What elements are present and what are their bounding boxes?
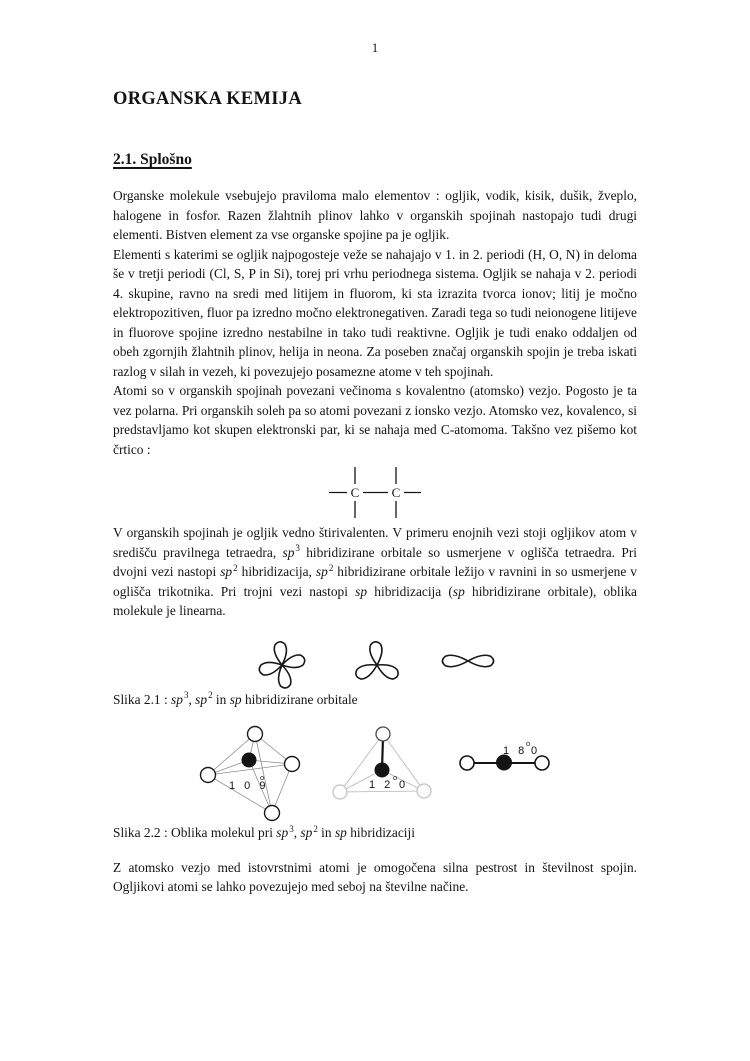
triangle-angle-label: 1 2 bbox=[369, 779, 394, 791]
tetrahedron-edges bbox=[208, 734, 292, 813]
paragraph-2: Elementi s katerimi se ogljik najpogosteje veže se nahajajo v 1. in 2. periodi (H, O, N) in deloma še v tretji periodi (Cl, S, P in Si), torej pri vrhu periodnega sistema. Ogljik se nahaja v 2. periodi 4. skupine, ravno na sredi med litijem in fluorom, ki sta izrazita tvorca ionov; litij je močno elektropozitiven, fluor pa izredno močno elektronegativen. Zaradi tega so tudi neionogene litijeve in fluorove spojine izredno nestabilne in tako tudi reaktivne. Ogljik je tudi enako oddaljen od obeh zgornjih žlahtnih plinov, helija in neona. Za poseben značaj organskih spojin je treba iskati razlog v silah in vezeh, ki povezujejo posamezne atome v teh spojinah. bbox=[113, 246, 637, 379]
tetrahedron-vertex-atom bbox=[248, 727, 263, 742]
text-column bbox=[113, 0, 637, 897]
linear-angle-label-suffix: 0 bbox=[531, 745, 541, 757]
sp2-orbital-icon bbox=[354, 641, 401, 681]
triangle-vertex-atom bbox=[376, 727, 390, 741]
linear-angle-label: 1 8 bbox=[503, 745, 528, 757]
triangle-vertex-atom bbox=[333, 785, 347, 799]
linear-angle-degree: o bbox=[526, 739, 531, 748]
tetrahedron-vertex-atom bbox=[285, 757, 300, 772]
figure-2-2-caption: Slika 2.2 : Oblika molekul pri $sp^3$, $sp^2$ in sp hibridizaciji bbox=[113, 823, 415, 840]
paragraph-3: Atomi so v organskih spojinah povezani večinoma s kovalentno (atomsko) vezjo. Pogosto je ta vez polarna. Pri organskih soleh pa so atomi povezani z ionsko vezjo. Atomsko vez, kovalenco, si predstavljamo kot skupen elektronski par, ki se nahaja med C-atomoma. Takšno vez pišemo kot črtico : bbox=[113, 383, 637, 457]
tetrahedron-angle-degree: o bbox=[260, 773, 265, 782]
paragraph-1: Organske molekule vsebujejo praviloma malo elementov : ogljik, vodik, kisik, dušik, žveplo, halogene in fosfor. Razen žlahtnih plinov lahko v organskih spojinah nastopajo tudi drugi elementi. Bistven element za vse organske spojine pa je ogljik. bbox=[113, 188, 637, 242]
carbon-atom-label: C bbox=[391, 485, 401, 500]
paragraph-5: Z atomsko vezjo med istovrstnimi atomi je omogočena silna pestrost in številnost spojin. Ogljikovi atomi se lahko povezujejo med seboj na številne načine. bbox=[113, 859, 637, 894]
linear-end-atom bbox=[460, 756, 474, 770]
page-title: ORGANSKA KEMIJA bbox=[113, 89, 303, 109]
hybrid-orbitals-figure bbox=[113, 634, 637, 690]
tetrahedron-vertex-atom bbox=[265, 806, 280, 821]
triangle-center-atom bbox=[375, 763, 390, 778]
carbon-atom-label: C bbox=[350, 485, 360, 500]
tetrahedron-diagram bbox=[201, 727, 300, 821]
tetrahedron-vertex-atom bbox=[201, 768, 216, 783]
triangle-diagram bbox=[333, 727, 431, 799]
triangle-angle-degree: o bbox=[393, 773, 398, 782]
sp3-orbital-icon bbox=[258, 641, 306, 689]
sp-orbital-icon bbox=[442, 655, 493, 666]
molecule-shapes-figure bbox=[113, 721, 637, 823]
tetrahedron-angle-label: 1 0 9 bbox=[229, 780, 269, 792]
section-heading: 2.1. Splošno bbox=[113, 151, 192, 168]
linear-diagram bbox=[460, 739, 549, 771]
tetrahedron-center-atom bbox=[242, 753, 257, 768]
figure-2-1-caption: Slika 2.1 : $sp^3$, $sp^2$ in sp hibridizirane orbitale bbox=[113, 690, 358, 707]
triangle-vertex-atom bbox=[417, 784, 431, 798]
cc-bond-diagram bbox=[305, 464, 445, 520]
triangle-angle-label-suffix: 0 bbox=[399, 779, 409, 791]
bond-lines bbox=[329, 467, 421, 518]
linear-end-atom bbox=[535, 756, 549, 770]
page-number: 1 bbox=[371, 41, 379, 55]
paragraph-4: V organskih spojinah je ogljik vedno štirivalenten. V primeru enojnih vezi stoji ogljikov atom v središču pravilnega tetraedra, $sp^3$ hibridizirane orbitale so usmerjene v oglišča tetraedra. Pri dvojni vezi nastopi $sp^2$ hibridizacija, $sp^2$ hibridizirane orbitale ležijo v ravnini in so usmerjene v oglišča trikotnika. Pri trojni vezi nastopi sp hibridizacija (sp hibridizirane orbitale), oblika molekule je linearna. bbox=[113, 525, 638, 618]
